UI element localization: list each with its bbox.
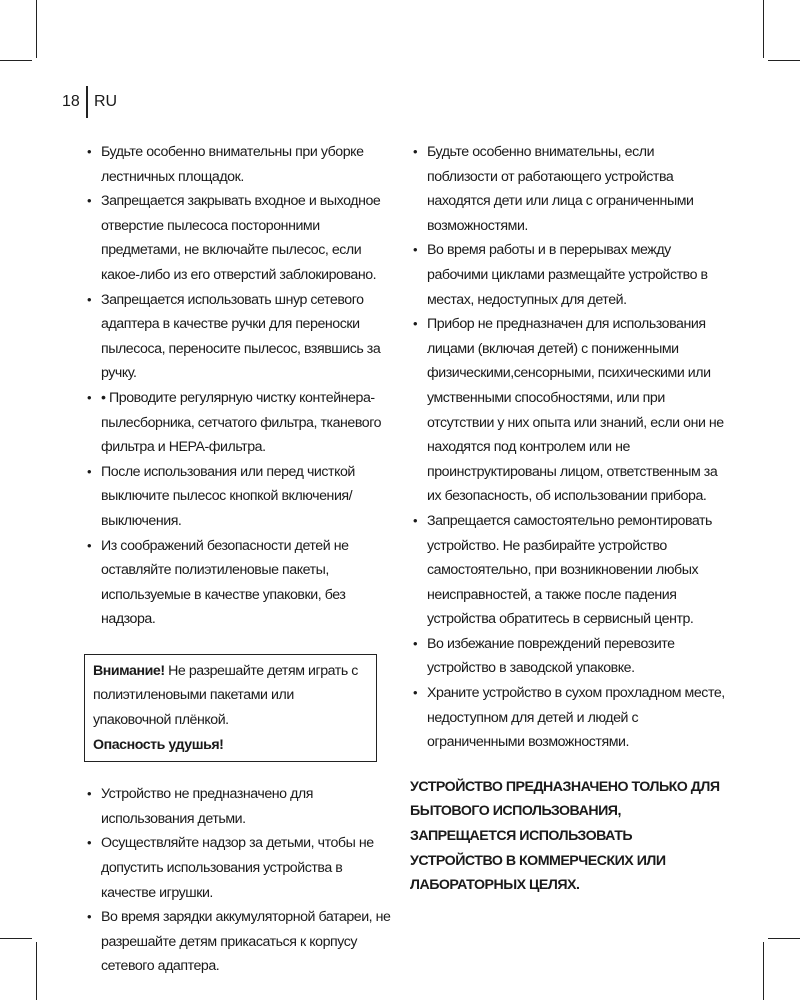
list-item: • Запрещается использовать шнур сетевого адаптера в качестве ручки для переноски пылесоса, переносите пылесос, взявшись за ручку. [84, 288, 394, 386]
list-item: • Будьте особенно внимательны, если поблизости от работающего устройства находятся дети или лица с ограниченными возможностями. [410, 140, 726, 238]
list-item: • После использования или перед чисткой выключите пылесос кнопкой включения/выключения. [84, 460, 394, 534]
list-item: • Запрещается самостоятельно ремонтировать устройство. Не разбирайте устройство самостоятельно, при возникновении любых неисправностей, а также после падения устройства обратитесь в сервисный центр. [410, 509, 726, 632]
list-item: • Храните устройство в сухом прохладном месте, недоступном для детей и людей с ограниченными возможностями. [410, 681, 726, 755]
list-item: • Во время работы и в перерывах между рабочими циклами размещайте устройство в местах, недоступных для детей. [410, 238, 726, 312]
list-item: • Устройство не предназначено для использования детьми. [84, 782, 394, 831]
right-column [410, 140, 726, 898]
safety-list-bottom [84, 782, 394, 979]
suffocation-danger: Опасность удушья! [93, 736, 224, 753]
list-item: • Из соображений безопасности детей не оставляйте полиэтиленовые пакеты, используемые в качестве упаковки, без надзора. [84, 534, 394, 632]
crop-mark-top-left [36, 0, 37, 58]
left-column [84, 140, 394, 979]
crop-mark-bottom-right [763, 942, 764, 1000]
warning-label: Внимание! [93, 662, 165, 679]
list-item: • Осуществляйте надзор за детьми, чтобы не допустить использования устройства в качестве игрушки. [84, 831, 394, 905]
crop-mark-top-left-h [0, 60, 32, 61]
crop-mark-top-right [763, 0, 764, 58]
crop-mark-bottom-left [36, 942, 37, 1000]
crop-mark-bottom-left-h [0, 938, 32, 939]
warning-box [84, 654, 377, 762]
language-code: RU [94, 93, 118, 110]
list-item: • Прибор не предназначен для использования лицами (включая детей) с пониженными физическими,сенсорными, психическими или умственными способностями, или при отсутствии у них опыта или знаний, если они не находятся под контролем или не проинструктированы лицом, ответственным за их безопасность, об использовании прибора. [410, 312, 726, 509]
list-item: • Во время зарядки аккумуляторной батареи, не разрешайте детям прикасаться к корпусу сетевого адаптера. [84, 905, 394, 979]
list-item: • Во избежание повреждений перевозите устройство в заводской упаковке. [410, 632, 726, 681]
crop-mark-top-right-h [768, 60, 800, 61]
list-item: • Будьте особенно внимательны при уборке лестничных площадок. [84, 140, 394, 189]
safety-list-right [410, 140, 726, 755]
header-divider [86, 86, 88, 118]
safety-list-top [84, 140, 394, 632]
warning-text: Не разрешайте детям играть с полиэтиленовыми пакетами или упаковочной плёнкой. [93, 662, 358, 729]
page-number: 18 [62, 93, 80, 110]
crop-mark-bottom-right-h [768, 938, 800, 939]
list-item: • Запрещается закрывать входное и выходное отверстие пылесоса посторонними предметами, не включайте пылесос, если какое-либо из его отверстий заблокировано. [84, 189, 394, 287]
list-item: • • Проводите регулярную чистку контейнера-пылесборника, сетчатого фильтра, тканевого фильтра и HEPA-фильтра. [84, 386, 394, 460]
household-use-notice: УСТРОЙСТВО ПРЕДНАЗНАЧЕНО ТОЛЬКО ДЛЯ БЫТОВОГО ИСПОЛЬЗОВАНИЯ, ЗАПРЕЩАЕТСЯ ИСПОЛЬЗОВАТЬ УСТРОЙСТВО В КОММЕРЧЕСКИХ ИЛИ ЛАБОРАТОРНЫХ ЦЕЛЯХ. [410, 778, 720, 894]
page-header [62, 86, 117, 118]
